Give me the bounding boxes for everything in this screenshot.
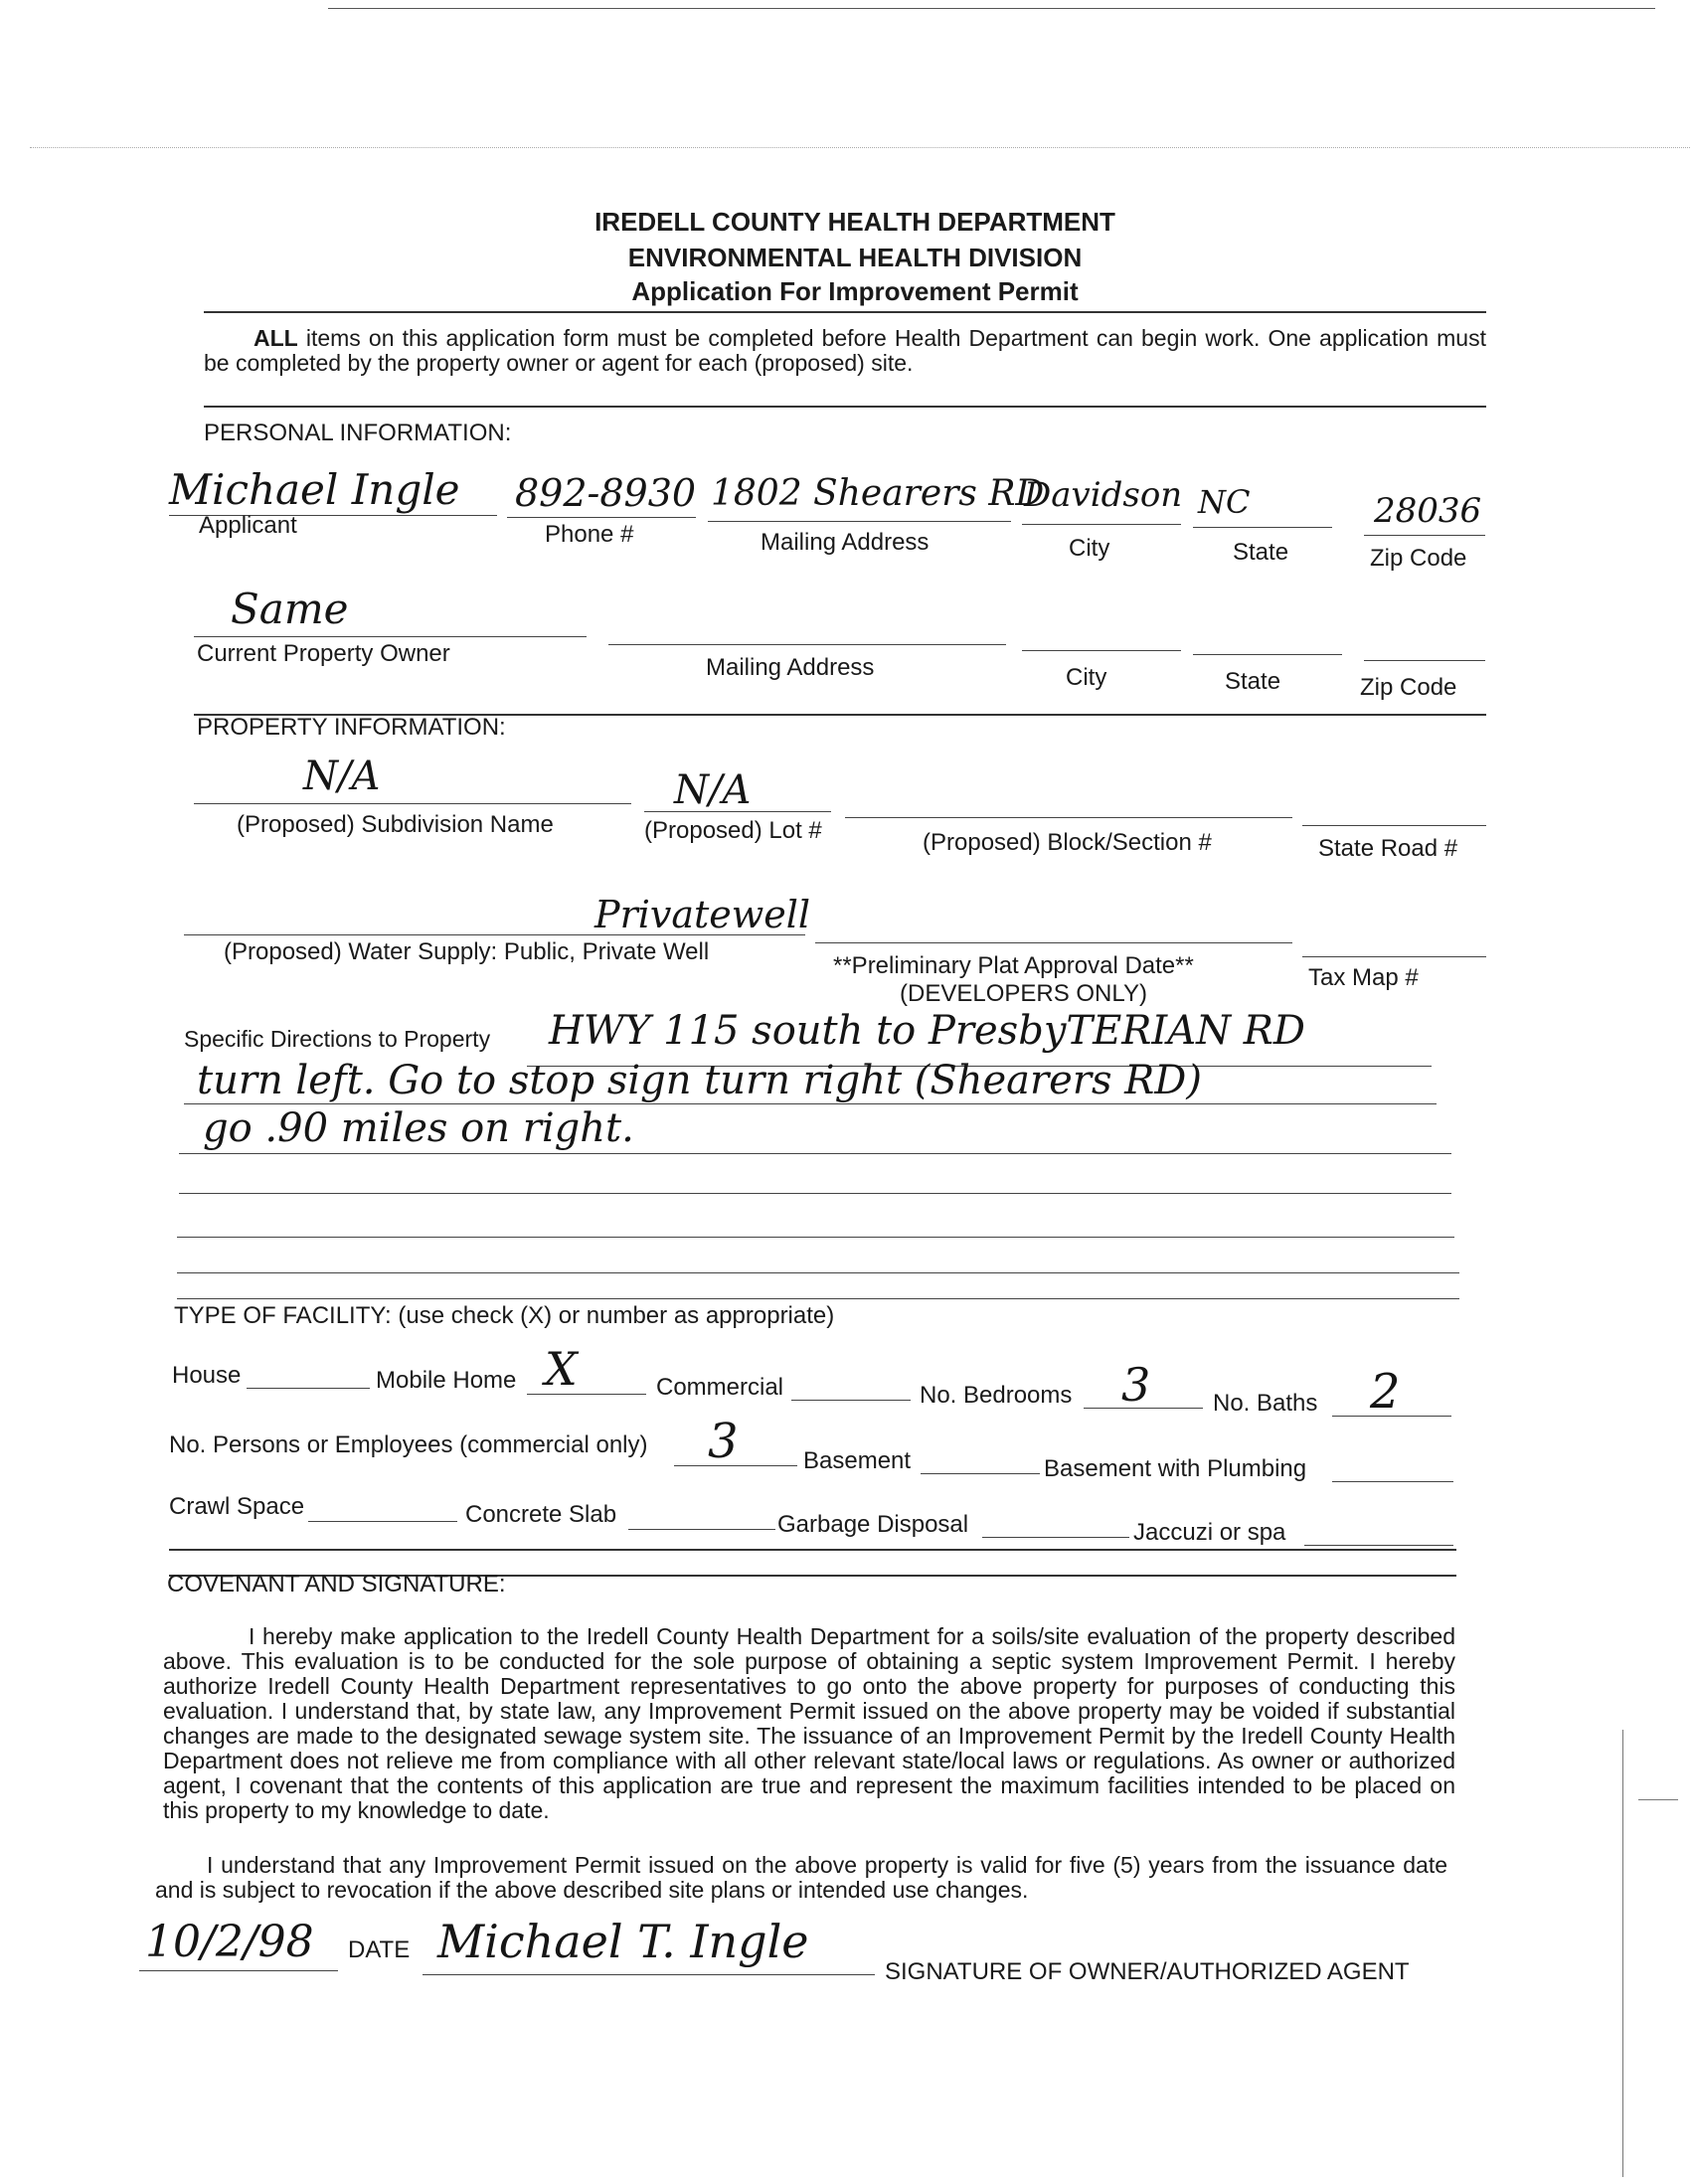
city-line — [1022, 524, 1181, 525]
state-value: NC — [1198, 483, 1251, 521]
rule — [169, 1549, 1456, 1551]
signature-value: Michael T. Ingle — [437, 1915, 809, 1968]
personal-heading: PERSONAL INFORMATION: — [204, 420, 512, 446]
facility-heading: TYPE OF FACILITY: (use check (X) or number as appropriate) — [174, 1302, 835, 1329]
lot-line — [644, 811, 831, 812]
persons-line — [674, 1465, 797, 1466]
house-line — [247, 1388, 370, 1389]
phone-label: Phone # — [545, 521, 634, 548]
lot-label: (Proposed) Lot # — [644, 817, 822, 844]
date-label: DATE — [348, 1936, 411, 1963]
zip-label: Zip Code — [1370, 545, 1467, 572]
property-heading: PROPERTY INFORMATION: — [197, 714, 506, 741]
scan-edge-tick — [1638, 1799, 1678, 1800]
scan-edge-right — [1622, 1730, 1623, 2177]
owner-city-line — [1022, 650, 1181, 651]
zip-line — [1364, 535, 1485, 536]
header-line-3: Application For Improvement Permit — [631, 276, 1079, 306]
mobile-label: Mobile Home — [376, 1367, 517, 1394]
house-label: House — [172, 1362, 242, 1389]
scan-edge-dotted — [30, 147, 1690, 148]
owner-line — [194, 636, 587, 637]
garbage-label: Garbage Disposal — [777, 1511, 969, 1538]
block-label: (Proposed) Block/Section # — [923, 829, 1212, 856]
road-line — [1302, 825, 1486, 826]
date-line — [139, 1970, 338, 1971]
block-line — [845, 817, 1292, 818]
covenant-heading: COVENANT AND SIGNATURE: — [167, 1571, 506, 1597]
owner-city-label: City — [1066, 664, 1107, 691]
directions-rule-5 — [177, 1237, 1454, 1238]
bedrooms-value: 3 — [1121, 1358, 1151, 1412]
owner-zip-label: Zip Code — [1360, 674, 1457, 701]
directions-rule-6 — [177, 1272, 1459, 1273]
header-line-2: ENVIRONMENTAL HEALTH DIVISION — [627, 243, 1083, 272]
basement-plumbing-label: Basement with Plumbing — [1044, 1455, 1307, 1482]
state-line — [1193, 527, 1332, 528]
persons-label: No. Persons or Employees (commercial only) — [169, 1431, 648, 1458]
covenant-paragraph-2: I understand that any Improvement Permit issued on the above property is valid for five (5) years from the issuance date and is subject to revocation if the above described site plans or intended use changes. — [155, 1852, 1447, 1903]
jacuzzi-label: Jaccuzi or spa — [1133, 1519, 1286, 1546]
bedrooms-line — [1084, 1408, 1203, 1409]
directions-label: Specific Directions to Property — [184, 1026, 491, 1052]
jacuzzi-line — [1304, 1545, 1453, 1546]
mobile-check: X — [545, 1342, 578, 1396]
taxmap-label: Tax Map # — [1308, 964, 1419, 991]
address-label: Mailing Address — [761, 529, 930, 556]
directions-line-3: go .90 miles on right. — [203, 1105, 634, 1151]
address-value: 1802 Shearers RD — [711, 473, 1045, 514]
signature-label: SIGNATURE OF OWNER/AUTHORIZED AGENT — [885, 1958, 1410, 1985]
owner-value: Same — [231, 585, 349, 633]
directions-line-1: HWY 115 south to PresbyTERIAN RD — [549, 1008, 1305, 1054]
signature-line — [423, 1974, 875, 1975]
owner-address-label: Mailing Address — [706, 654, 875, 681]
baths-line — [1332, 1416, 1451, 1417]
date-value: 10/2/98 — [145, 1917, 314, 1967]
directions-rule-7 — [177, 1298, 1459, 1299]
baths-value: 2 — [1370, 1364, 1401, 1420]
slab-label: Concrete Slab — [465, 1501, 617, 1528]
slab-line — [628, 1529, 775, 1530]
phone-line — [507, 517, 696, 518]
water-line — [184, 934, 805, 935]
rule — [204, 406, 1486, 408]
directions-rule-3 — [179, 1153, 1451, 1154]
owner-state-label: State — [1225, 668, 1281, 695]
subdivision-value: N/A — [303, 754, 381, 799]
basement-plumbing-line — [1332, 1481, 1453, 1482]
garbage-line — [982, 1537, 1129, 1538]
plat-line — [815, 942, 1292, 943]
subdivision-label: (Proposed) Subdivision Name — [237, 811, 554, 838]
plat-label: **Preliminary Plat Approval Date** — [833, 952, 1194, 979]
road-label: State Road # — [1318, 835, 1458, 862]
owner-state-line — [1193, 654, 1342, 655]
city-value: Davidson — [1024, 475, 1183, 515]
directions-rule-2 — [184, 1103, 1437, 1104]
directions-line-2: turn left. Go to stop sign turn right (Shearers RD) — [197, 1058, 1202, 1103]
covenant-paragraph-1: I hereby make application to the Iredell County Health Department for a soils/site evaluation of the property described above. This evaluation is to be conducted for the sole purpose of obtaining a septic system Improvement Permit. I hereby authorize Iredell County Health Department representatives to go onto the above property for purposes of conducting this evaluation. I understand that, by state law, any Improvement Permit issued on the above property may be voided if substantial changes are made to the designated sewage system site. The issuance of an Improvement Permit by the Iredell County Health Department does not relieve me from compliance with all other relevant state/local laws or regulations. As owner or authorized agent, I covenant that the contents of this application are true and represent the maximum facilities intended to be placed on this property to my knowledge to date. — [163, 1623, 1455, 1823]
water-label: (Proposed) Water Supply: Public, Private Well — [224, 938, 710, 965]
water-value: Privatewell — [594, 893, 811, 936]
owner-label: Current Property Owner — [197, 640, 450, 667]
taxmap-line — [1302, 956, 1486, 957]
basement-label: Basement — [803, 1447, 912, 1474]
owner-zip-line — [1364, 660, 1485, 661]
lot-value: N/A — [674, 767, 752, 813]
city-label: City — [1069, 535, 1110, 562]
plat-sublabel: (DEVELOPERS ONLY) — [900, 980, 1147, 1007]
address-line — [708, 521, 1011, 522]
crawl-line — [308, 1521, 457, 1522]
subdivision-line — [194, 803, 631, 804]
directions-rule-4 — [179, 1193, 1451, 1194]
persons-value: 3 — [708, 1414, 739, 1469]
bedrooms-label: No. Bedrooms — [920, 1382, 1073, 1409]
applicant-label: Applicant — [199, 512, 297, 539]
intro-text: ALL items on this application form must be completed before Health Department can begin work. One application must be completed by the property owner or agent for each (proposed) site. — [204, 325, 1486, 376]
crawl-label: Crawl Space — [169, 1493, 305, 1520]
baths-label: No. Baths — [1213, 1390, 1318, 1417]
header-line-1: IREDELL COUNTY HEALTH DEPARTMENT — [594, 207, 1115, 237]
state-label: State — [1233, 539, 1289, 566]
applicant-value: Michael Ingle — [169, 465, 460, 514]
owner-address-line — [608, 644, 1006, 645]
basement-line — [921, 1473, 1040, 1474]
zip-value: 28036 — [1374, 491, 1482, 531]
scan-edge-line — [328, 8, 1655, 9]
rule — [204, 311, 1486, 313]
phone-value: 892-8930 — [515, 471, 697, 515]
mobile-line — [527, 1394, 646, 1395]
commercial-line — [791, 1400, 911, 1401]
commercial-label: Commercial — [656, 1374, 784, 1401]
